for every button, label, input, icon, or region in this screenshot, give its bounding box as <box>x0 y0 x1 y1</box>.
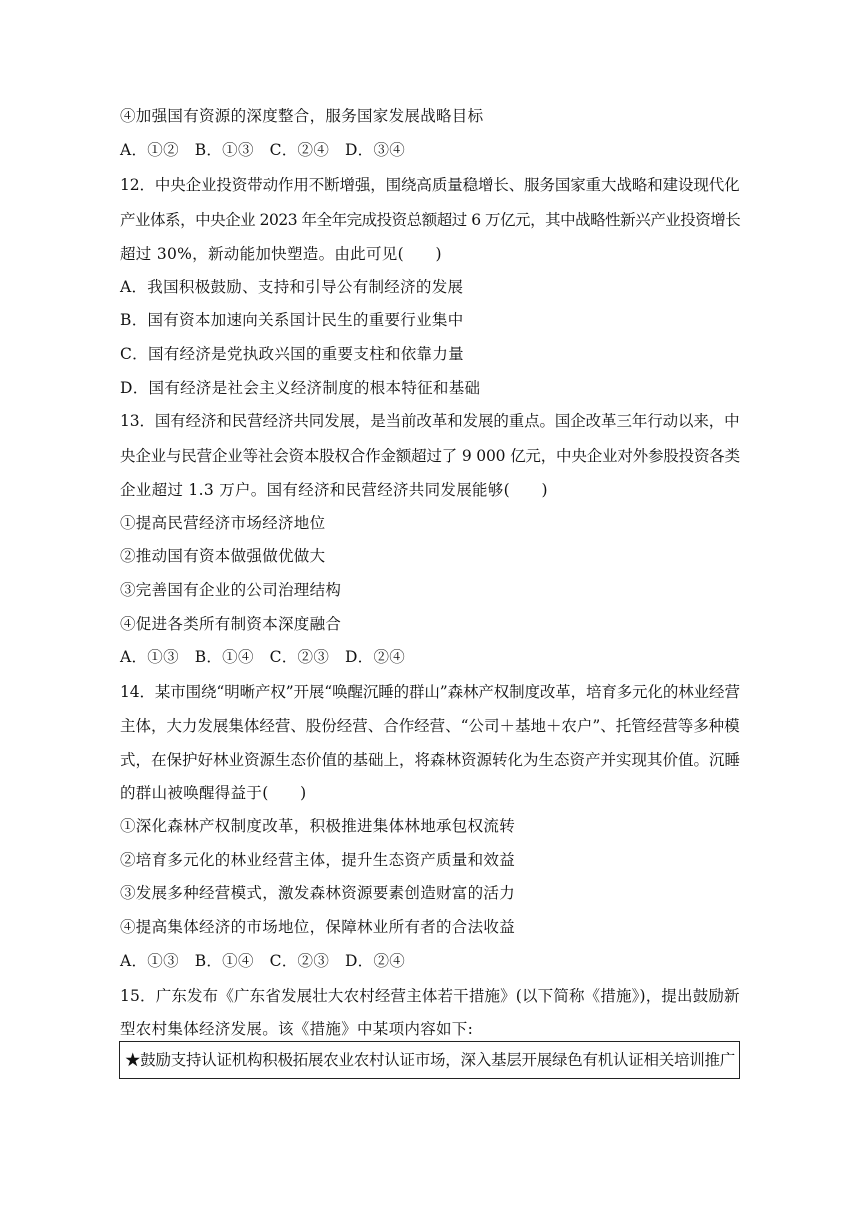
answer-options: A．①② B．①③ C．②④ D．③④ <box>120 141 406 159</box>
text-line: ④加强国有资源的深度整合，服务国家发展战略目标 <box>120 107 484 125</box>
question-14-text: 主体，大力发展集体经营、股份经营、合作经营、“公司＋基地＋农户”、托管经营等多种模 <box>120 717 740 735</box>
option-b: B．国有资本加速向关系国计民生的重要行业集中 <box>120 311 464 329</box>
question-13-text: 央企业与民营企业等社会资本股权合作金额超过了 9 000 亿元，中央企业对外参股投资各类 <box>120 447 740 465</box>
question-12-text: 超过 30%，新动能加快塑造。由此可见( ) <box>120 245 442 263</box>
question-13-text: 企业超过 1.3 万户。国有经济和民营经济共同发展能够( ) <box>120 481 548 499</box>
statement-4: ④促进各类所有制资本深度融合 <box>120 615 342 633</box>
statement-2: ②推动国有资本做强做优做大 <box>120 547 326 565</box>
question-15-text: 15．广东发布《广东省发展壮大农村经营主体若干措施》(以下简称《措施》)，提出鼓励新 <box>120 987 740 1005</box>
measure-content-box <box>119 1041 740 1079</box>
answer-options: A．①③ B．①④ C．②③ D．②④ <box>120 648 406 666</box>
question-12-text: 产业体系，中央企业 2023 年全年完成投资总额超过 6 万亿元，其中战略性新兴产业投资增长 <box>120 211 741 229</box>
question-15-text: 型农村集体经济发展。该《措施》中某项内容如下: <box>120 1020 474 1038</box>
option-c: C．国有经济是党执政兴国的重要支柱和依靠力量 <box>120 345 464 363</box>
option-a: A．我国积极鼓励、支持和引导公有制经济的发展 <box>120 278 464 296</box>
statement-1: ①深化森林产权制度改革，积极推进集体林地承包权流转 <box>120 817 516 835</box>
question-14-text: 14．某市围绕“明晰产权”开展“唤醒沉睡的群山”森林产权制度改革，培育多元化的林业经营 <box>120 683 740 701</box>
question-12-text: 12．中央企业投资带动作用不断增强，围绕高质量稳增长、服务国家重大战略和建设现代化 <box>120 176 740 194</box>
question-13-text: 13．国有经济和民营经济共同发展，是当前改革和发展的重点。国企改革三年行动以来，中 <box>120 412 740 430</box>
statement-1: ①提高民营经济市场经济地位 <box>120 514 326 532</box>
option-d: D．国有经济是社会主义经济制度的根本特征和基础 <box>120 379 481 397</box>
statement-3: ③发展多种经营模式，激发森林资源要素创造财富的活力 <box>120 884 516 902</box>
statement-4: ④提高集体经济的市场地位，保障林业所有者的合法收益 <box>120 918 516 936</box>
question-14-text: 式，在保护好林业资源生态价值的基础上，将森林资源转化为生态资产并实现其价值。沉睡 <box>120 751 741 769</box>
measure-content-text: ★鼓励支持认证机构积极拓展农业农村认证市场，深入基层开展绿色有机认证相关培训推广 <box>125 1051 736 1069</box>
question-14-text: 的群山被唤醒得益于( ) <box>120 784 307 802</box>
answer-options: A．①③ B．①④ C．②③ D．②④ <box>120 952 406 970</box>
statement-2: ②培育多元化的林业经营主体，提升生态资产质量和效益 <box>120 851 516 869</box>
statement-3: ③完善国有企业的公司治理结构 <box>120 581 342 599</box>
